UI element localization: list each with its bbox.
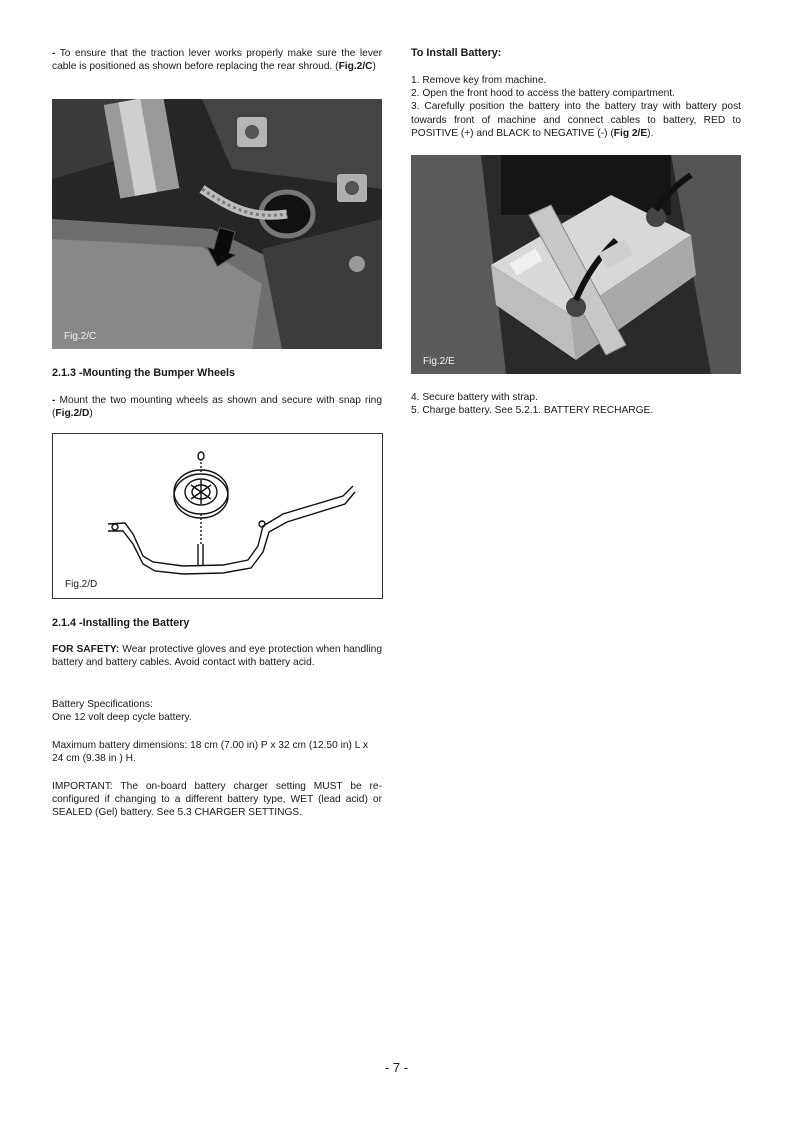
figure-2e-label: Fig.2/E (423, 356, 455, 367)
figure-2d-label: Fig.2/D (65, 579, 98, 590)
section-213-heading: 2.1.3 -Mounting the Bumper Wheels (52, 367, 235, 379)
bumper-wheel-diagram (53, 434, 382, 598)
battery-dimensions-paragraph: Maximum battery dimensions: 18 cm (7.00 in) P x 32 cm (12.50 in) L x 24 cm (9.38 in ) H. (52, 740, 368, 765)
install-battery-heading: To Install Battery: (411, 47, 502, 59)
battery-photo (411, 155, 741, 374)
step-4: 4. Secure battery with strap. (411, 392, 538, 403)
section-214-heading: 2.1.4 -Installing the Battery (52, 617, 190, 629)
step-2: 2. Open the front hood to access the battery compartment. (411, 88, 675, 100)
step-5: 5. Charge battery. See 5.2.1. BATTERY RECHARGE. (411, 405, 654, 417)
step-3: 3. Carefully position the battery into the battery tray with battery post towards front of machine and connect cables to battery, RED to POSITIVE (+) and BLACK to NEGATIVE (-) (Fig 2/E). (411, 101, 741, 139)
battery-spec-paragraph (52, 698, 382, 724)
important-paragraph: IMPORTANT: The on-board battery charger setting MUST be re-configured if changing to a different battery type, WET (lead acid) or SEALED (Gel) battery. See 5.3 CHARGER SETTINGS. (52, 781, 382, 819)
figure-2c-label: Fig.2/C (64, 331, 97, 342)
figure-2c-photo (52, 99, 382, 349)
traction-lever-photo (52, 99, 382, 349)
step-1: 1. Remove key from machine. (411, 75, 547, 86)
page-number: - 7 - (384, 1060, 409, 1075)
install-steps-4-5 (411, 391, 741, 417)
safety-paragraph: FOR SAFETY: Wear protective gloves and eye protection when handling battery and battery cables. Avoid contact with battery acid. (52, 644, 382, 669)
figure-2d-drawing (52, 433, 383, 599)
intro-paragraph: - To ensure that the traction lever works properly make sure the lever cable is positioned as shown before replacing the rear shroud. (Fig.2/C) (52, 48, 382, 73)
figure-2e-photo (411, 155, 741, 374)
install-steps-1-3 (411, 74, 741, 140)
bumper-wheels-paragraph: - Mount the two mounting wheels as shown and secure with snap ring (Fig.2/D) (52, 395, 382, 420)
battery-spec-line2: One 12 volt deep cycle battery. (52, 712, 192, 724)
battery-spec-line1: Battery Specifications: (52, 699, 153, 710)
